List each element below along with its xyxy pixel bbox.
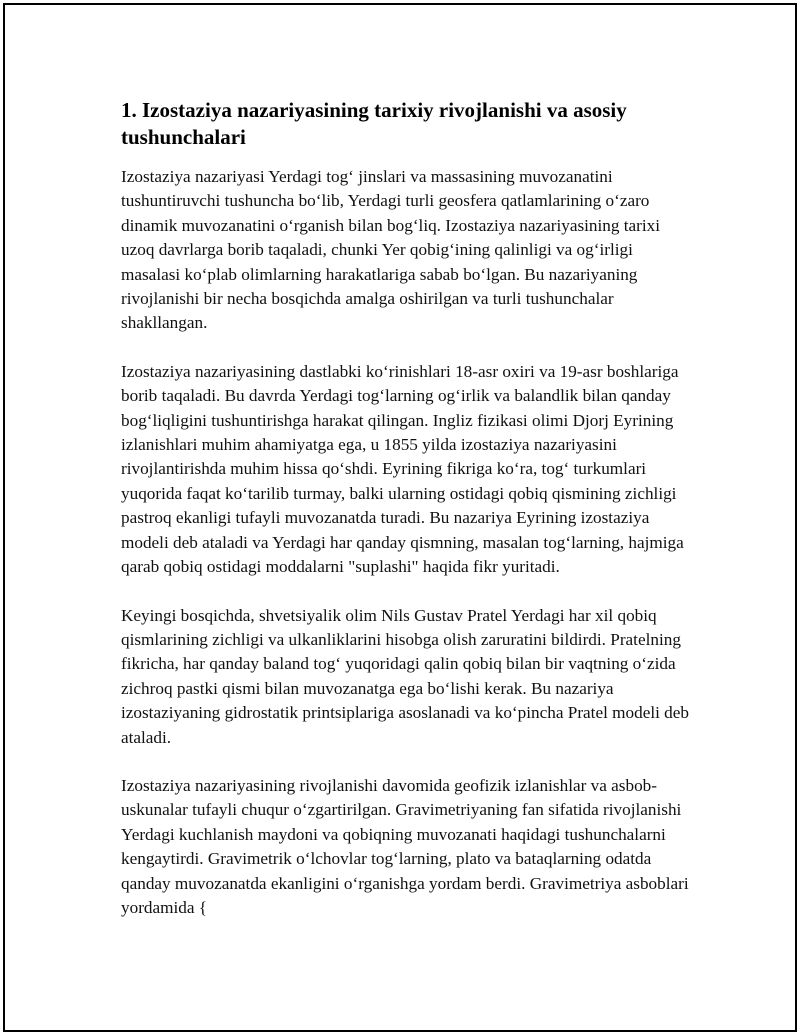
paragraph-4: Izostaziya nazariyasining rivojlanishi davomida geofizik izlanishlar va asbob-uskunalar tufayli chuqur o‘zgartirilgan. Gravimetriyaning fan sifatida rivojlanishi Yerdagi kuchlanish maydoni va qobiqning muvozanati haqidagi tushunchalarni kengaytirdi. Gravimetrik o‘lchovlar tog‘larning, plato va bataqlarning odatda qanday muvozanatda ekanligini o‘rganishga yordam berdi. Gravimetriya asboblari yordamida { xyxy=(121,775,689,917)
paragraph-3: Keyingi bosqichda, shvetsiyalik olim Nils Gustav Pratel Yerdagi har xil qobiq qismlarining zichligi va ulkanliklarini hisobga olish zaruratini bildirdi. Pratelning fikricha, har qanday baland tog‘ yuqoridagi qalin qobiq bilan bir vaqtning o‘zida zichroq pastki qismi bilan muvozanatga ega bo‘lishi kerak. Bu nazariya izostaziyaning gidrostatik printsiplariga asoslanadi va ko‘pincha Pratel modeli deb ataladi. xyxy=(121,605,689,747)
paragraph-2: Izostaziya nazariyasining dastlabki ko‘rinishlari 18-asr oxiri va 19-asr boshlariga borib taqaladi. Bu davrda Yerdagi tog‘larning og‘irlik va balandlik bilan qanday bog‘liqligini tushuntirishga harakat qilingan. Ingliz fizikasi olimi Djorj Eyrining izlanishlari muhim ahamiyatga ega, u 1855 yilda izostaziya nazariyasini rivojlantirishda muhim hissa qo‘shdi. Eyrining fikriga ko‘ra, tog‘ turkumlari yuqorida faqat ko‘tarilib turmay, balki ularning ostidagi qobiq qismining zichligi pastroq ekanligi tufayli muvozanatda turadi. Bu nazariya Eyrining izostaziya modeli deb ataladi va Yerdagi har qanday qismning, masalan tog‘larning, hajmiga qarab qobiq ostidagi moddalarni "suplashi" haqida fikr yuritadi. xyxy=(121,361,684,577)
document-page xyxy=(3,3,797,1032)
paragraph-1: Izostaziya nazariyasi Yerdagi tog‘ jinslari va massasining muvozanatini tushuntiruvchi tushuncha bo‘lib, Yerdagi turli geosfera qatlamlarining o‘zaro dinamik muvozanatini o‘rganish bilan bog‘liq. Izostaziya nazariyasining tarixi uzoq davrlarga borib taqaladi, chunki Yer qobig‘ining qalinligi va og‘irligi masalasi ko‘plab olimlarning harakatlariga sabab bo‘lgan. Bu nazariyaning rivojlanishi bir necha bosqichda amalga oshirilgan va turli tushunchalar shakllangan. xyxy=(121,167,661,333)
document-body xyxy=(121,97,691,944)
section-heading: 1. Izostaziya nazariyasining tarixiy rivojlanishi va asosiy tushunchalari xyxy=(121,98,627,149)
